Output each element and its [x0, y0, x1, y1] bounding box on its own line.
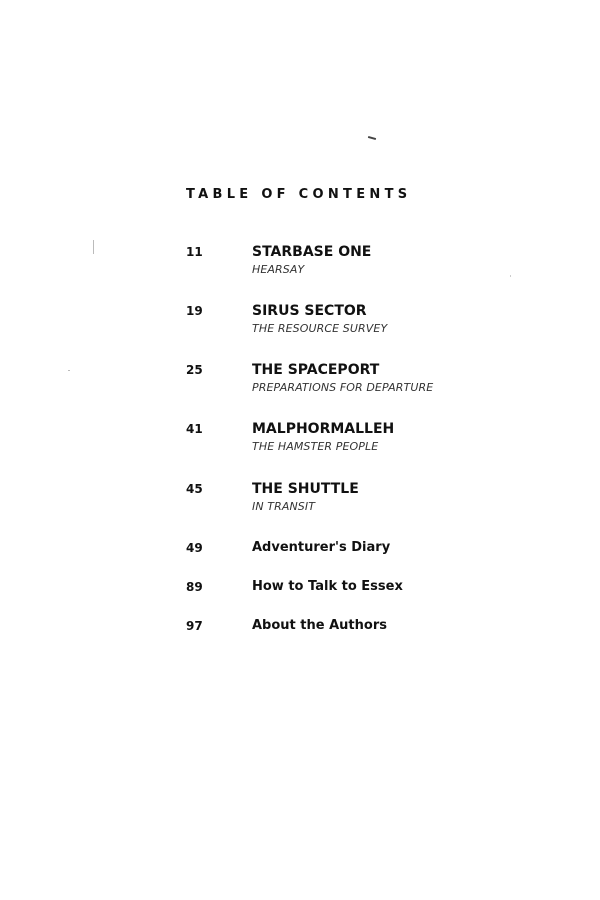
toc-page-number: 97 — [186, 619, 203, 633]
toc-chapter-title: SIRUS SECTOR — [252, 303, 367, 319]
toc-page-number: 25 — [186, 363, 203, 377]
toc-chapter-subtitle: THE RESOURCE SURVEY — [252, 322, 388, 335]
toc-chapter-title: THE SPACEPORT — [252, 362, 380, 378]
toc-chapter-title: How to Talk to Essex — [252, 579, 403, 594]
toc-chapter-title: THE SHUTTLE — [252, 481, 359, 497]
scan-speck — [368, 136, 376, 140]
toc-chapter-subtitle: IN TRANSIT — [252, 500, 316, 513]
scan-speck — [510, 275, 511, 277]
scan-speck — [68, 370, 70, 371]
scan-speck — [93, 240, 94, 254]
toc-chapter-subtitle: THE HAMSTER PEOPLE — [252, 440, 379, 453]
toc-chapter-title: MALPHORMALLEH — [252, 421, 395, 437]
toc-page-number: 11 — [186, 245, 203, 259]
toc-page-number: 49 — [186, 541, 203, 555]
toc-chapter-title: Adventurer's Diary — [252, 540, 391, 555]
toc-page-number: 89 — [186, 580, 203, 594]
toc-page-number: 41 — [186, 422, 203, 436]
toc-page-number: 45 — [186, 482, 203, 496]
toc-chapter-subtitle: HEARSAY — [252, 263, 305, 276]
toc-page-number: 19 — [186, 304, 203, 318]
toc-chapter-subtitle: PREPARATIONS FOR DEPARTURE — [252, 381, 434, 394]
toc-chapter-title: About the Authors — [252, 618, 387, 633]
toc-chapter-title: STARBASE ONE — [252, 244, 372, 260]
page-title: TABLE OF CONTENTS — [186, 187, 412, 202]
